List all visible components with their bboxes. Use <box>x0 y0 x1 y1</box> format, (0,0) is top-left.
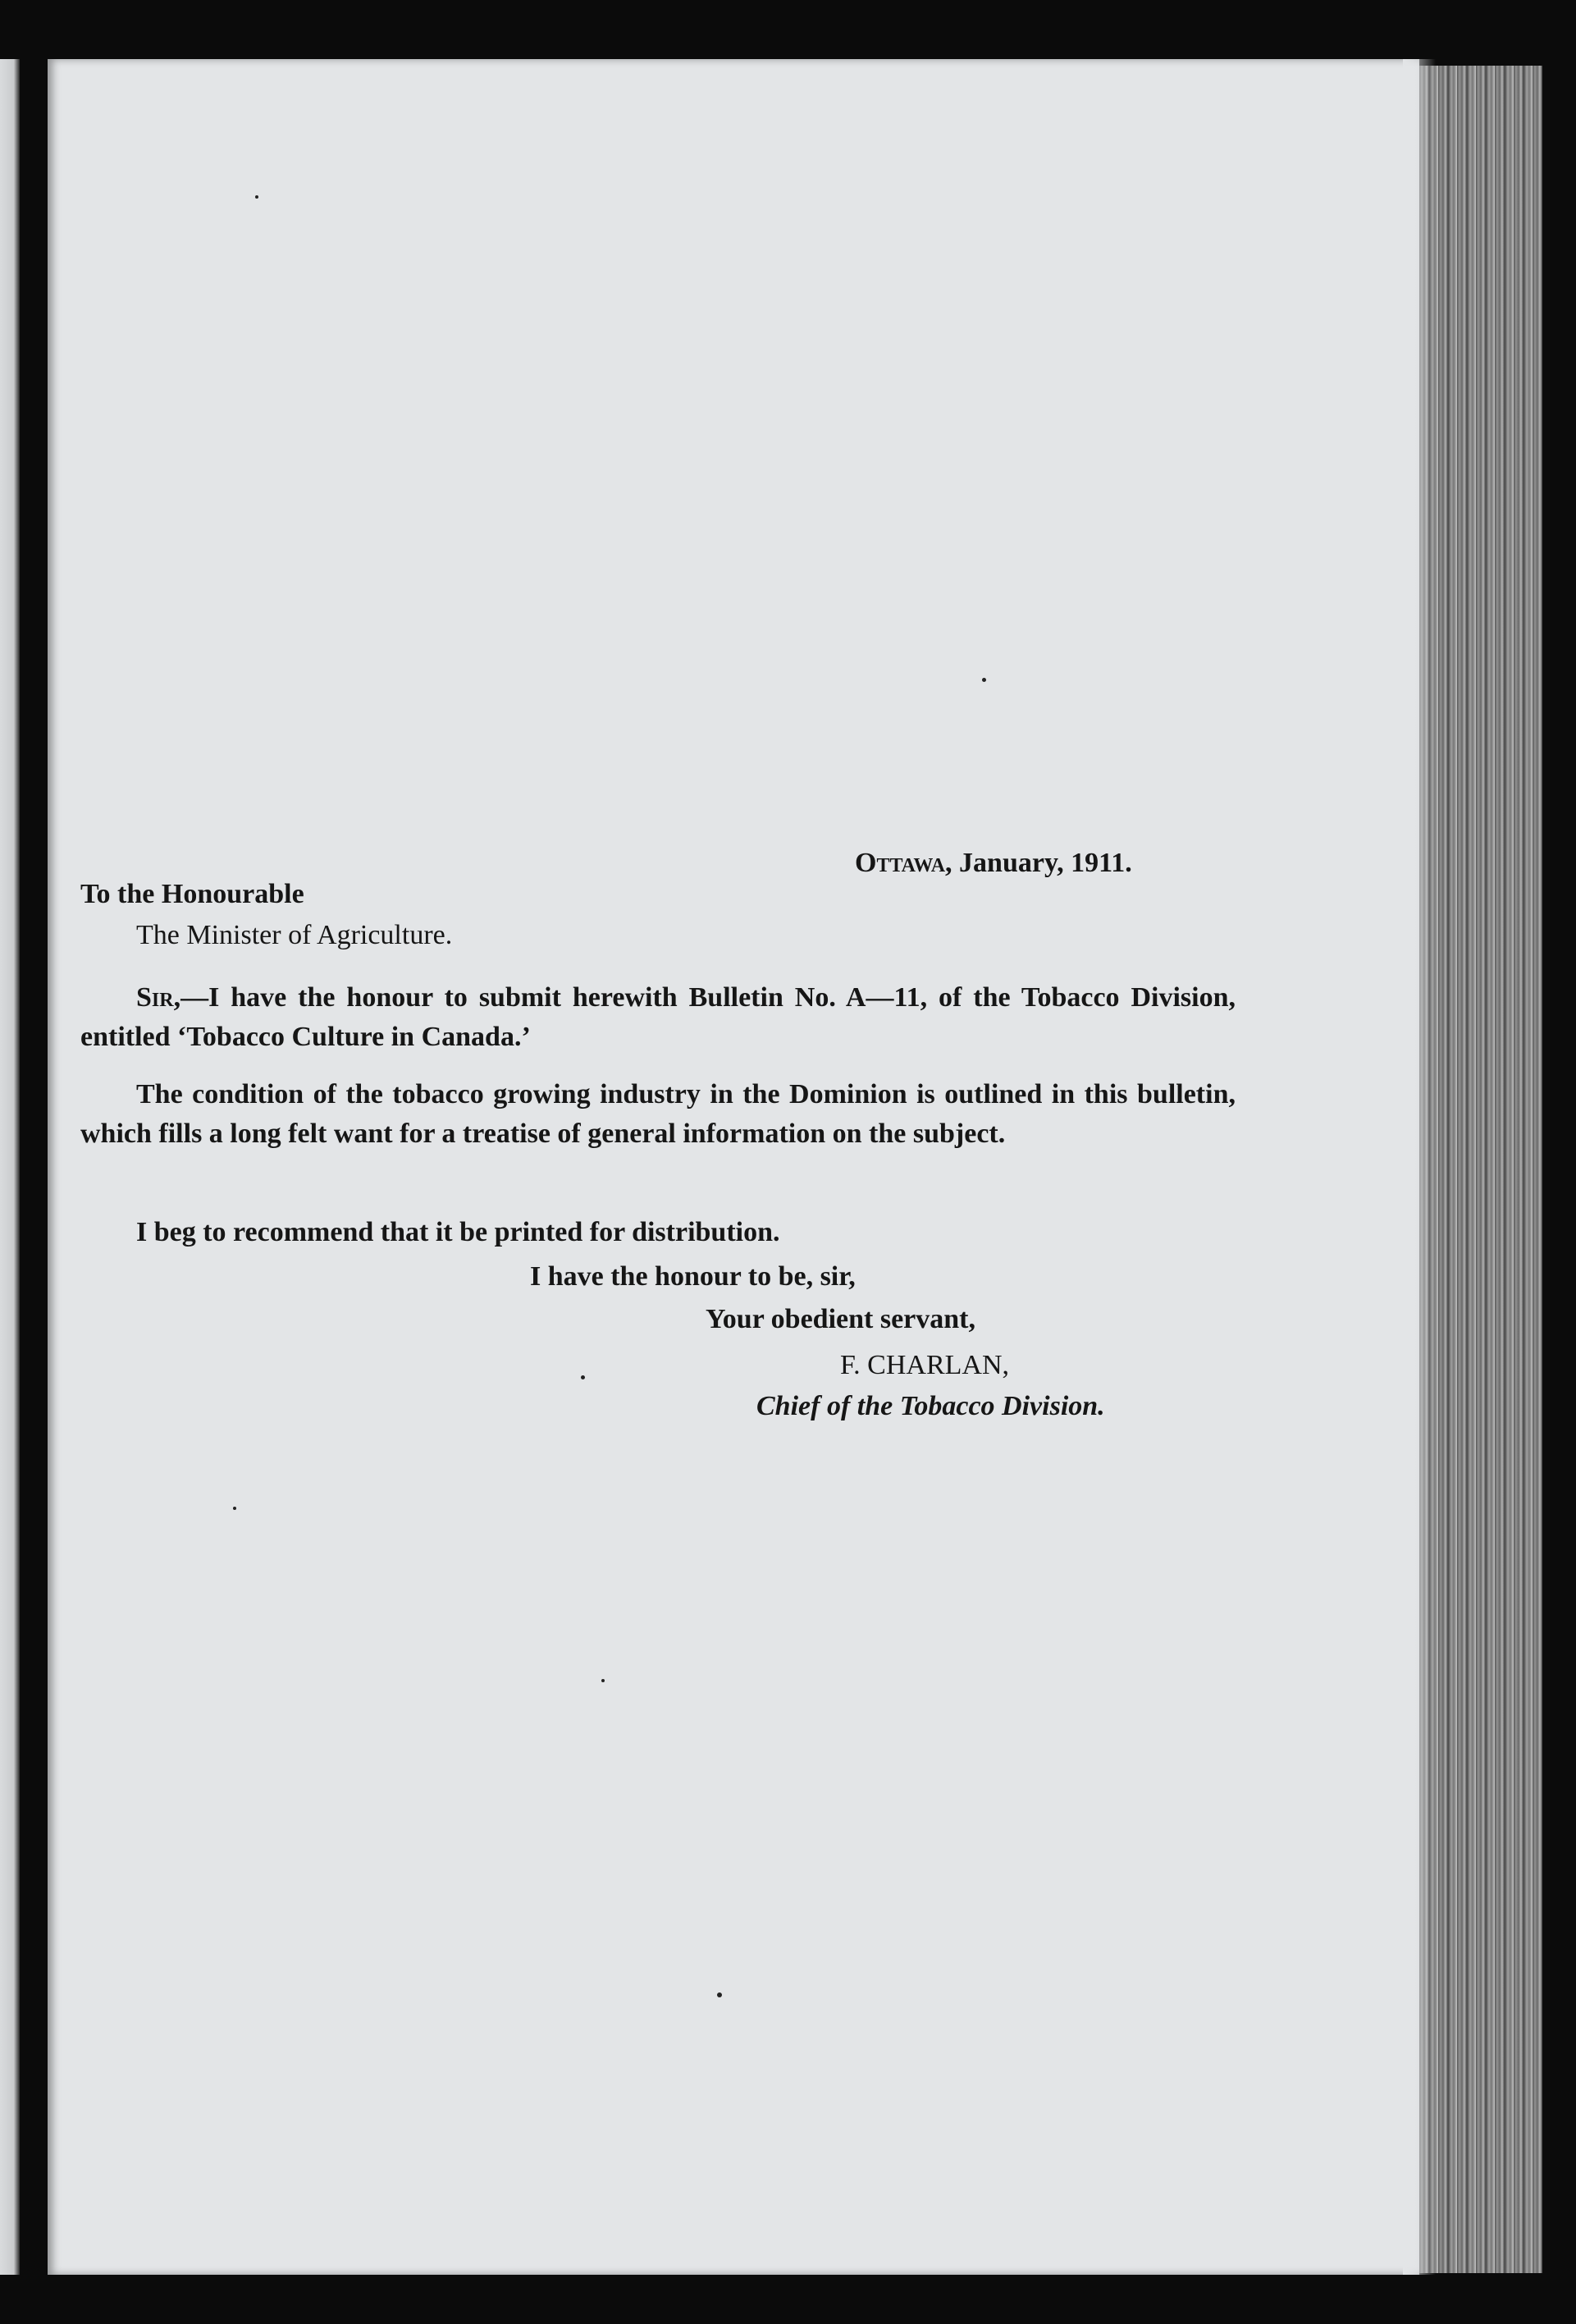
scan-speck <box>233 1507 236 1510</box>
paragraph-1 <box>80 978 1236 1057</box>
signature-name: F. CHARLAN, <box>840 1350 1010 1380</box>
scan-speck <box>601 1679 605 1682</box>
closing-line-2: Your obedient servant, <box>706 1304 975 1334</box>
dateline-date: , January, 1911. <box>945 848 1132 878</box>
book-page-edges <box>1419 66 1542 2273</box>
previous-page-edge <box>0 59 20 2275</box>
addressee-line-2: The Minister of Agriculture. <box>136 920 453 950</box>
scan-speck <box>717 1992 722 1997</box>
addressee-line-1: To the Honourable <box>80 879 304 909</box>
bottom-margin-shadow <box>0 2275 1576 2324</box>
paragraph-2: The condition of the tobacco growing industry in the Dominion is outlined in this bulletin, which fills a long felt want for a treatise of general information on the subject. <box>80 1079 1236 1149</box>
letter-page <box>48 59 1419 2275</box>
scan-speck <box>255 195 258 199</box>
paragraph-3: I beg to recommend that it be printed for distribution. <box>136 1217 780 1247</box>
scan-speck <box>581 1375 585 1379</box>
dateline <box>855 844 1132 883</box>
salutation: Sir, <box>136 982 181 1013</box>
scan-speck <box>982 678 986 682</box>
paragraph-1-text: —I have the honour to submit herewith Bulletin No. A—11, of the Tobacco Division, entitled ‘Tobacco Culture in Canada.’ <box>80 982 1236 1052</box>
closing-line-1: I have the honour to be, sir, <box>530 1261 856 1292</box>
page-edge-fade <box>1403 59 1436 2275</box>
dateline-place: Ottawa <box>855 848 946 878</box>
signature-title: Chief of the Tobacco Division. <box>756 1391 1105 1421</box>
